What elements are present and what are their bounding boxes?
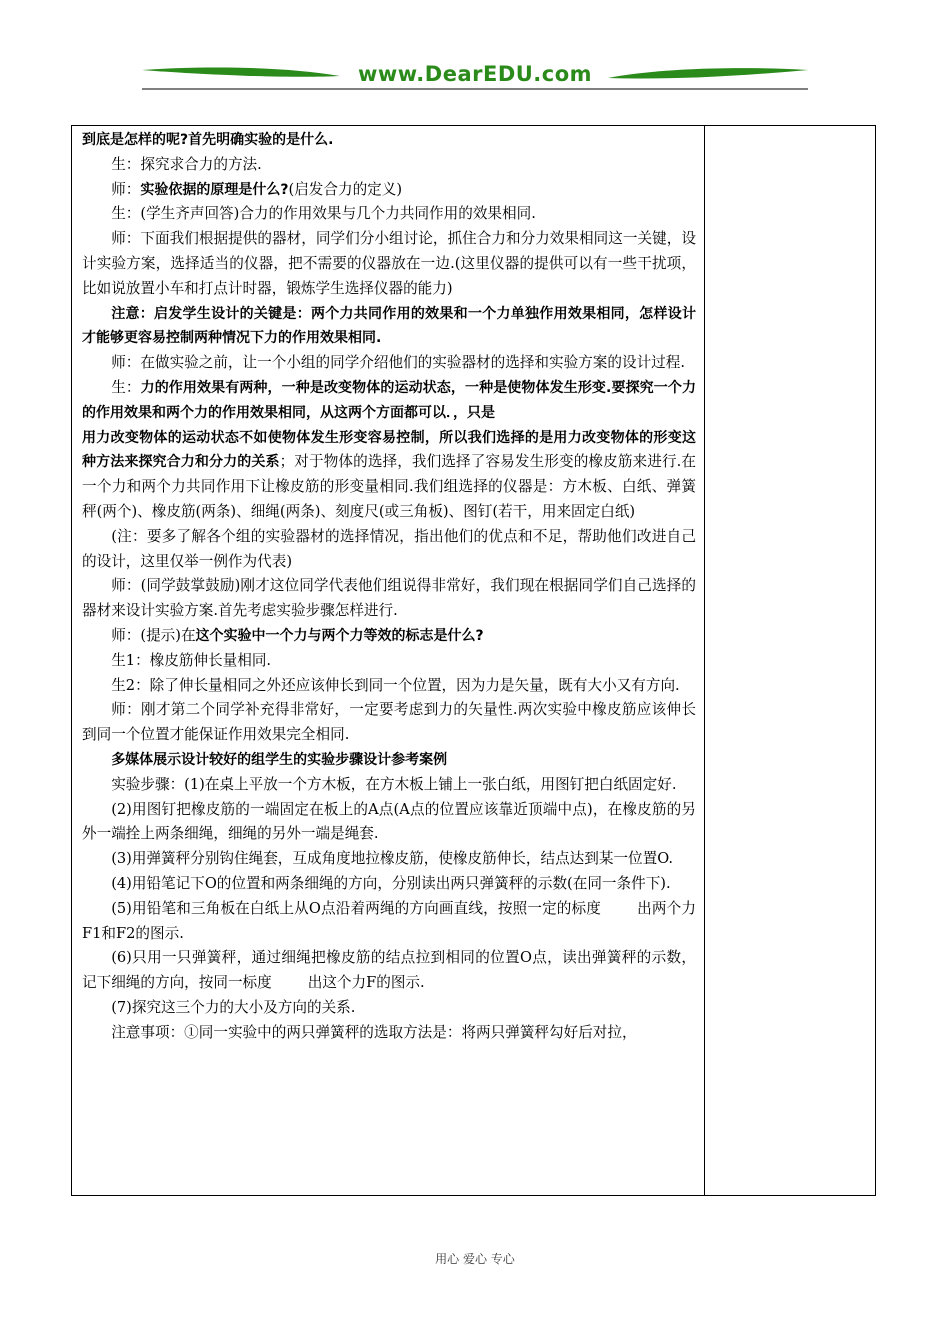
paragraph: (6)只用一只弹簧秤，通过细绳把橡皮筋的结点拉到相同的位置O点，读出弹簧秤的示数，记下细绳的方向，按同一标度 出这个力F的图示.	[82, 949, 696, 992]
page-footer: 用心 爱心 专心	[435, 1252, 515, 1266]
paragraph: (7)探究这三个力的大小及方向的关系.	[111, 998, 356, 1016]
paragraph: 生2：除了伸长量相同之外还应该伸长到同一个位置，因为力是矢量，既有大小又有方向.	[111, 676, 680, 694]
paragraph: 生：(学生齐声回答)合力的作用效果与几个力共同作用的效果相同.	[111, 205, 536, 223]
paragraph: 用力改变物体的运动状态不如使物体发生形变容易控制，所以我们选择的是用力改变物体的形变这种方法来探究合力和分力的关系；对于物体的选择，我们选择了容易发生形变的橡皮筋来进行.在一个力和两个力共同作用下让橡皮筋的形变量相同.我们组选择的仪器是：方木板、白纸、弹簧秤(两个)、橡皮筋(两条)、细绳(两条)、刻度尺(或三角板)、图钉(若干，用来固定白纸)	[82, 429, 696, 520]
paragraph: (5)用铅笔和三角板在白纸上从O点沿着两绳的方向画直线，按照一定的标度 出两个力F1和F2的图示.	[82, 899, 696, 942]
paragraph: (2)用图钉把橡皮筋的一端固定在板上的A点(A点的位置应该靠近顶端中点)，在橡皮筋的另外一端拴上两条细绳，细绳的另外一端是绳套.	[82, 800, 696, 843]
paragraph: 实验步骤：(1)在桌上平放一个方木板，在方木板上铺上一张白纸，用图钉把白纸固定好.	[111, 775, 677, 793]
paragraph: 生1：橡皮筋伸长量相同.	[111, 651, 272, 669]
paragraph: 注意：启发学生设计的关键是：两个力共同作用的效果和一个力单独作用效果相同，怎样设计才能够更容易控制两种情况下力的作用效果相同.	[82, 305, 696, 347]
paragraph: 师：刚才第二个同学补充得非常好，一定要考虑到力的矢量性.两次实验中橡皮筋应该伸长到同一个位置才能保证作用效果完全相同.	[82, 701, 696, 744]
table-column-divider	[704, 126, 705, 1195]
paragraph: 师：在做实验之前，让一个小组的同学介绍他们的实验器材的选择和实验方案的设计过程.	[111, 354, 685, 372]
main-text-cell	[82, 128, 696, 1045]
paragraph: 到底是怎样的呢?首先明确实验的是什么.	[82, 132, 334, 148]
paragraph: 师：(同学鼓掌鼓励)刚才这位同学代表他们组说得非常好，我们现在根据同学们自己选择的器材来设计实验方案.首先考虑实验步骤怎样进行.	[82, 577, 696, 620]
paragraph: 多媒体展示设计较好的组学生的实验步骤设计参考案例	[111, 751, 448, 768]
logo-text: www.DearEDU.com	[357, 62, 593, 86]
paragraph: 生：力的作用效果有两种，一种是改变物体的运动状态，一种是使物体发生形变.要探究一个力的作用效果和两个力的作用效果相同，从这两个方面都可以．，只是	[82, 378, 696, 421]
paragraph: 注意事项：①同一实验中的两只弹簧秤的选取方法是：将两只弹簧秤勾好后对拉，	[111, 1023, 637, 1041]
paragraph: 师：实验依据的原理是什么?(启发合力的定义)	[111, 180, 403, 198]
content-table	[71, 125, 876, 1196]
paragraph: (注：要多了解各个组的实验器材的选择情况，指出他们的优点和不足，帮助他们改进自己的设计，这里仅举一例作为代表)	[82, 527, 696, 570]
paragraph: 师：下面我们根据提供的器材，同学们分小组讨论，抓住合力和分力效果相同这一关键，设计实验方案，选择适当的仪器，把不需要的仪器放在一边.(这里仪器的提供可以有一些干扰项，比如说放置小车和打点计时器，锻炼学生选择仪器的能力)	[82, 230, 696, 297]
paragraph: (3)用弹簧秤分别钩住绳套，互成角度地拉橡皮筋，使橡皮筋伸长，结点达到某一位置O.	[111, 850, 673, 868]
paragraph: 师：(提示)在这个实验中一个力与两个力等效的标志是什么?	[111, 626, 484, 644]
paragraph: (4)用铅笔记下O的位置和两条细绳的方向，分别读出两只弹簧秤的示数(在同一条件下).	[111, 874, 671, 892]
header-logo	[140, 60, 810, 96]
paragraph: 生：探究求合力的方法.	[111, 155, 262, 173]
